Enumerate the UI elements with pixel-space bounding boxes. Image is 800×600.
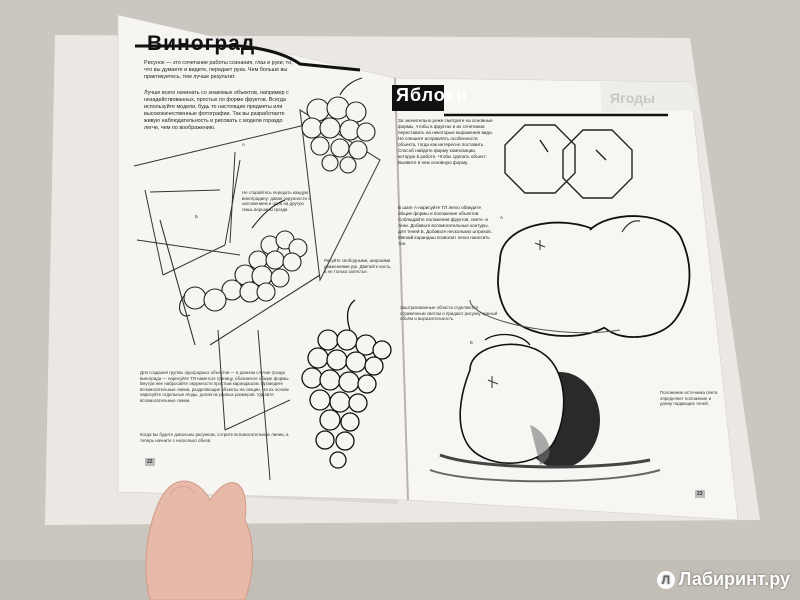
left-page-title: Виноград: [147, 32, 256, 55]
labirint-logo-icon: Л: [657, 571, 675, 589]
left-label-b: Б: [195, 214, 198, 219]
right-page-number: 23: [697, 491, 703, 497]
left-note-sketch: Рисуйте свободными, широкими движениями рук. Двигайте кисть, а не только запястье.: [324, 258, 392, 275]
left-caption-2: Когда вы будете довольны рисунком, сотрите вспомогательные линии, а теперь начните с несколько обнов.: [140, 432, 289, 443]
watermark-text: Лабиринт.ру: [678, 569, 790, 589]
right-page-intro: За значительно реже смотрите на основные формы, чтобы в фруктах и их сочетании переставить на некоторые выражения вида. Не спешите исправлять особенности объекта, тогда как интересно поставить. Способ найдите форму композиции, которую в работе. Чтобы сделать объект: Выявите в нем основную форму.: [398, 118, 493, 165]
left-page-intro: Рисунок — это сочетание работы сознания, глаз и руки; то, что вы думаете и видите, передает рука. Чем больше вы практикуетесь, тем лучше результат.: [144, 60, 293, 80]
left-page-number: 22: [147, 459, 153, 465]
hand: [146, 481, 253, 600]
right-note-right: Положение источника света определяет положение и длину падающих теней.: [660, 390, 718, 407]
left-caption: Для создания группы однородных объектов — в данном случае грозди винограда — нарисуйте ТЯ наметьте границу, обозначьте общие формы. Внутри нее набросайте окружности простым карандашом. Проведите вспомогательные линии, разделяющие объекты на секции. На их основе нарисуйте отдельные ягоды, делая их разных размеров. Удалите вспомогательные линии.: [140, 370, 290, 403]
left-page-paragraph: Лучше всего начинать со знакомых объектов, например с незадействованных, простых по форме фруктов. Всегда используйте модели, будь то настоящие предметы или высококачественные фотографии. Так вы разработаете живую наблюдательность и рисовать с модели гораздо легче, чем по воображению.: [144, 90, 289, 131]
left-note-grapes: Не старайтесь передать каждую виноградину: давая окружности с наложением и одна на другую лишь вершины грозди.: [242, 190, 311, 212]
watermark: [657, 569, 790, 590]
left-label-a: A: [242, 142, 245, 147]
right-label-a: A: [500, 215, 503, 220]
right-label-b: Б: [470, 340, 473, 345]
next-page-title: Ягоды: [610, 90, 655, 106]
right-page-title: Яблоки: [396, 85, 468, 105]
right-note-mid: Заштрихованные области отделяются отражённым светом и придают рисунку нужный объём и выразительность.: [400, 305, 498, 322]
right-page-paragraph: В шаге A нарисуйте ТЛ легко обведите общие формы и положение объектов. Соблюдайте положения фруктов, свето- и тени. Добавьте вспомогательные контуры, для теней Б. Добавьте нескольких штрихов. Мягкий карандаш позволит легко наносить тон.: [398, 205, 492, 246]
